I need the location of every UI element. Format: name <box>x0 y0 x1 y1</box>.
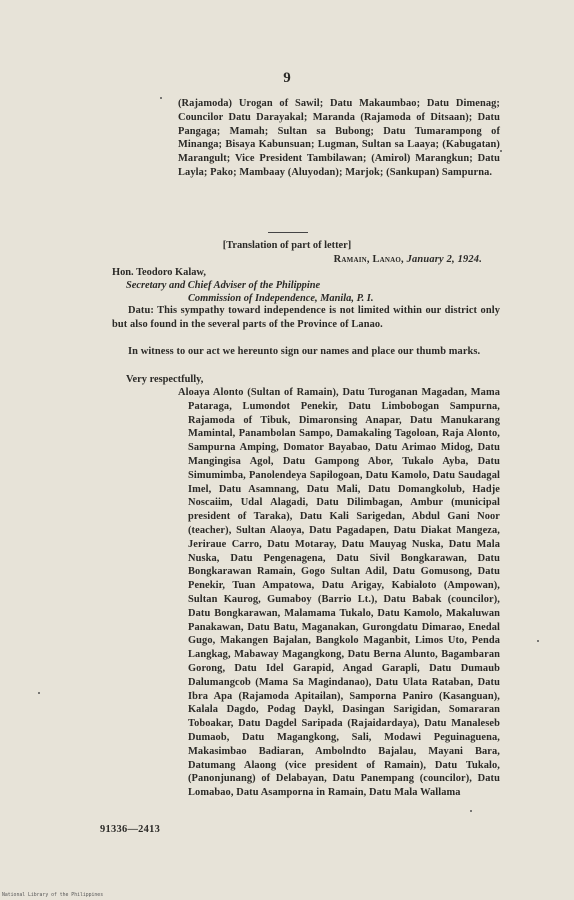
print-code: 91336—2413 <box>100 824 161 835</box>
paper-speck <box>500 150 502 152</box>
addressee-name: Hon. Teodoro Kalaw, <box>112 267 206 278</box>
paper-speck <box>537 640 539 642</box>
section-divider <box>268 232 308 233</box>
witness-paragraph: In witness to our act we hereunto sign our names and place our thumb marks. <box>128 346 481 357</box>
letter-body-paragraph: Datu: This sympathy toward independence is not limited within our district only but also found in the several parts of the Province of Lanao. <box>112 305 500 330</box>
name-list-continued: (Rajamoda) Urogan of Sawil; Datu Makaumbao; Datu Dimenag; Councilor Datu Darayakal; Maranda (Rajamoda of Ditsaan); Datu Pangaga; Mamah; Sultan sa Bubong; Datu Tumarampong of Minanga; Bisaya Kabunsuan; Lugman, Sultan sa Laaya; (Kabugatan) Marangult; Vice President Tambilawan; (Amirol) Marangkun; Datu Layla; Pako; Mambaay (Aluyodan); Marjok; (Sankupan) Sampurna. <box>178 98 500 178</box>
addressee-title: Secretary and Chief Adviser of the Philippine <box>126 280 321 291</box>
dateline-place: Ramain, Lanao, <box>333 254 404 265</box>
archive-credit: National Library of the Philippines <box>2 893 104 898</box>
page-number: 9 <box>283 70 291 86</box>
addressee-organization: Commission of Independence, Manila, P. I. <box>188 293 374 304</box>
signatories-list: Aloaya Alonto (Sultan of Ramain), Datu Turoganan Magadan, Mama Pataraga, Lumondot Penekir, Datu Limbobogan Sampurna, Rajamoda of Tibuk, Dimaronsing Anapar, Datu Manukarang Mamintal, Panambolan Sampo, Damakaling Tagoloan, Raja Alonto, Sampurna Amping, Domator Bayabao, Datu Arimao Midog, Datu Mangingisa Agol, Datu Gampong Abor, Tukalo Ayba, Datu Simumimba, Panolendeya Sapilogoan, Datu Kamolo, Datu Saudagal Imel, Datu Asamnang, Datu Mali, Datu Domangkolub, Hadje Noscaiim, Udal Alagadi, Datu Dilimbagan, Ambur (municipal president of Taraka), Datu Kali Sarigedan, Abdul Gani Noor (teacher), Sultan Alaoya, Datu Pagadapen, Datu Diakat Mangeza, Jeriraue Carro, Datu Motaray, Datu Mauyag Nuska, Datu Mala Nuska, Datu Pengenagena, Datu Sivil Bongkarawan, Datu Bongkarawan Ramain, Gogo Sultan Adil, Datu Gomusong, Datu Penekir, Tuan Ampatowa, Datu Arigay, Kabialoto (Ampowan), Sultan Kaurog, Gumaboy (Barrio Lt.), Datu Babak (councilor), Datu Bongkarawan, Malamama Tukalo, Datu Kamolo, Makaluwan Panakawan, Datu Batu, Maganakan, Gurongdatu Dimarao, Enedal Gugo, Makangen Bajalan, Bangkolo Maganbit, Limos Uto, Penda Langkag, Mabaway Magangkong, Datu Berna Alunto, Bagambaran Gorong, Datu Idel Garapid, Angad Garapli, Datu Dumaub Dalumangcob (Mama Sa Magindanao), Datu Ulata Rataban, Datu Ibra Apa (Rajamoda Apitailan), Samporna Paniro (Kasanguan), Kalala Dagdo, Podag Daykl, Dasingan Sarigidan, Somararan Toboakar, Datu Dagdel Saripada (Rajaidardaya), Datu Manaleseb Dumaob, Datu Magangkong, Sali, Modawi Peguinaguena, Makasimbao Badiaran, Ambolndto Bajalau, Mayani Bara, Datumang Alaong (vice president of Ramain), Datu Tukalo, (Panonjunang) of Delabayan, Datu Panempang (councilor), Datu Lomabao, Datu Asamporna in Ramain, Datu Mala Wallama <box>178 387 500 799</box>
letter-closing: Very respectfully, <box>126 374 204 385</box>
letter-dateline <box>334 253 482 266</box>
dateline-date: January 2, 1924. <box>406 254 482 265</box>
paper-speck <box>38 692 40 694</box>
translation-heading: [Translation of part of letter] <box>222 240 352 251</box>
paper-speck <box>470 810 472 812</box>
paper-speck <box>160 97 162 99</box>
